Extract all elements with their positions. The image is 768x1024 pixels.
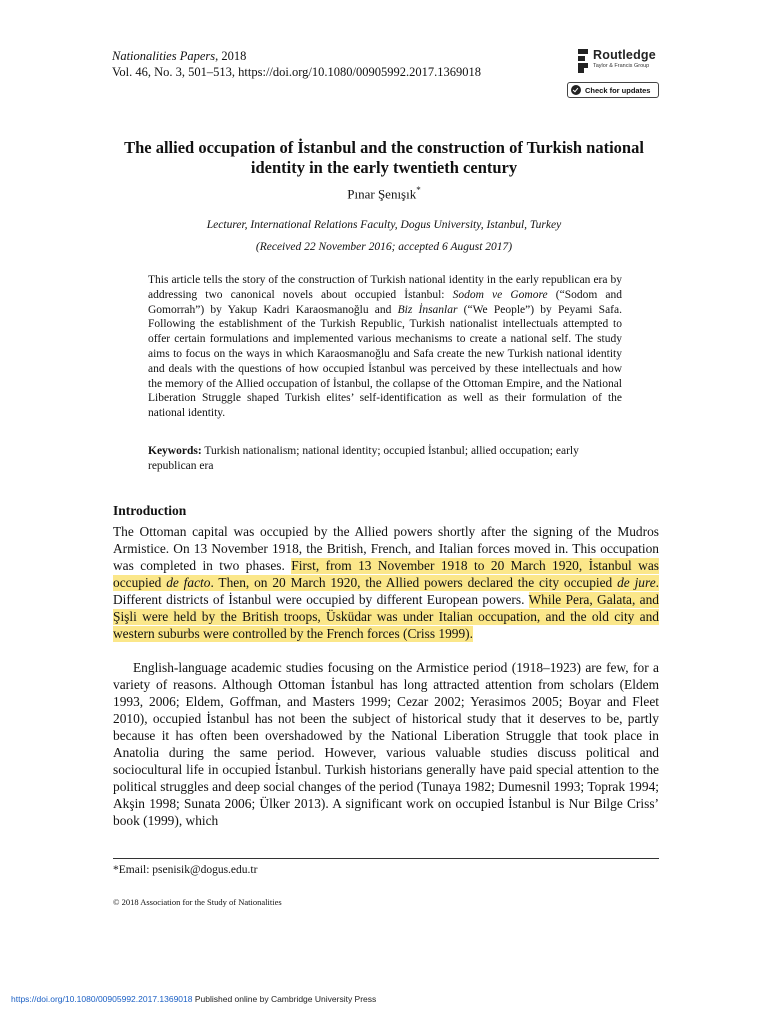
author-email-footnote: *Email: psenisik@dogus.edu.tr — [113, 864, 258, 876]
footnote-divider — [113, 858, 659, 859]
published-online-text: Published online by Cambridge University Press — [192, 994, 377, 1004]
abstract-text: This article tells the story of the construction of Turkish national identity in the early republican era by addressing two canonical novels about occupied İstanbul: — [148, 274, 622, 301]
author-name: Pınar Şenışık — [347, 186, 417, 202]
keywords — [148, 444, 622, 474]
volume-line: Vol. 46, No. 3, 501–513, https://doi.org/10.1080/00905992.2017.1369018 — [112, 65, 482, 79]
section-heading: Introduction — [113, 503, 187, 518]
body-paragraph — [113, 523, 659, 642]
abstract-text: (“Sodom and Gomorrah”) by Yakup Kadri Karaosmanoğlu and — [148, 288, 622, 316]
journal-meta — [112, 48, 481, 80]
journal-name-line — [112, 48, 481, 64]
novel-title: Biz İnsanlar — [397, 303, 458, 316]
cambridge-footer — [11, 994, 376, 1004]
doi-link[interactable]: https://doi.org/10.1080/00905992.2017.1369018 — [11, 994, 193, 1004]
novel-title: Sodom ve Gomore — [452, 288, 548, 301]
body-paragraph: English-language academic studies focusing on the Armistice period (1918–1923) are few, for a variety of reasons. Although Ottoman İstanbul has long attracted attention from scholars (Eldem 1993, 2006; Eldem, Goffman, and Masters 1999; Cezar 2002; Yerasimos 2005; Boyar and Fleet 2010), occupied İstanbul has not been the subject of historical study that it deserves to be, partly because it has often been overshadowed by the National Liberation Struggle that took place in Anatolia during the same period. However, various valuable studies discuss political and sociocultural life in occupied İstanbul. Turkish historians generally have paid special attention to the political struggles and deep social changes of the period (Tunaya 1982; Dumesnil 1993; Toprak 1994; Akşin 1998; Sunata 2006; Ülker 2013). A significant work on occupied İstanbul is Nur Bilge Criss’ book (1999), which — [113, 660, 659, 829]
article-title: The allied occupation of İstanbul and the construction of Turkish national identity in the early twentieth century — [124, 138, 644, 177]
abstract-text: (“We People”) by Peyami Safa. Following the establishment of the Turkish Republic, Turkish nationalist intellectuals attempted to offer certain formulations and implemented various mechanisms to create a national self. The study aims to focus on the ways in which Karaosmanoğlu and Safa create the new Turkish national identity and deals with the questions of how occupied İstanbul was perceived by these intellectuals and how the memory of the Allied occupation of İstanbul, the collapse of the Ottoman Empire, and the National Liberation Struggle shaped Turkish elites’ self-identification as well as their formulation of the national identity. — [148, 303, 622, 420]
keywords-label: Keywords: — [148, 445, 202, 457]
check-for-updates-button[interactable] — [567, 82, 659, 98]
highlighted-text: First, from 13 November 1918 to 20 March 1920, İstanbul was occupied de facto. Then, on 20 March 1920, the Allied powers declared the city occupied de jure. — [113, 558, 660, 591]
publisher-subtitle: Taylor & Francis Group — [593, 63, 650, 69]
highlighted-text: While Pera, Galata, and Şişli were held by the British troops, Üsküdar was under Italian occupation, and the old city and western suburbs were controlled by the French forces (Criss 1999). — [113, 592, 659, 642]
publisher-brand: Routledge — [593, 48, 656, 62]
journal-name: Nationalities Papers — [112, 49, 216, 63]
paragraph-text: Different districts of İstanbul were occupied by different European powers. — [113, 592, 529, 608]
routledge-logo-icon — [578, 49, 588, 73]
author-affiliation: Lecturer, International Relations Faculty, Dogus University, Istanbul, Turkey — [206, 219, 562, 231]
check-updates-label: Check for updates — [585, 85, 651, 95]
check-updates-icon — [571, 85, 581, 95]
copyright-notice: © 2018 Association for the Study of Nationalities — [113, 897, 282, 907]
author-line — [0, 185, 768, 202]
publisher-logo — [578, 49, 656, 73]
paragraph-text: The Ottoman capital was occupied by the Allied powers shortly after the signing of the Mudros Armistice. On 13 November 1918, the British, French, and Italian forces moved in. This occupation was completed in two phases. — [113, 524, 659, 574]
author-footnote-mark: * — [416, 185, 421, 195]
journal-year: , 2018 — [215, 49, 247, 63]
keywords-text: Turkish nationalism; national identity; occupied İstanbul; allied occupation; early republican era — [148, 445, 579, 472]
abstract — [148, 273, 622, 421]
received-dates: (Received 22 November 2016; accepted 6 August 2017) — [255, 241, 513, 253]
